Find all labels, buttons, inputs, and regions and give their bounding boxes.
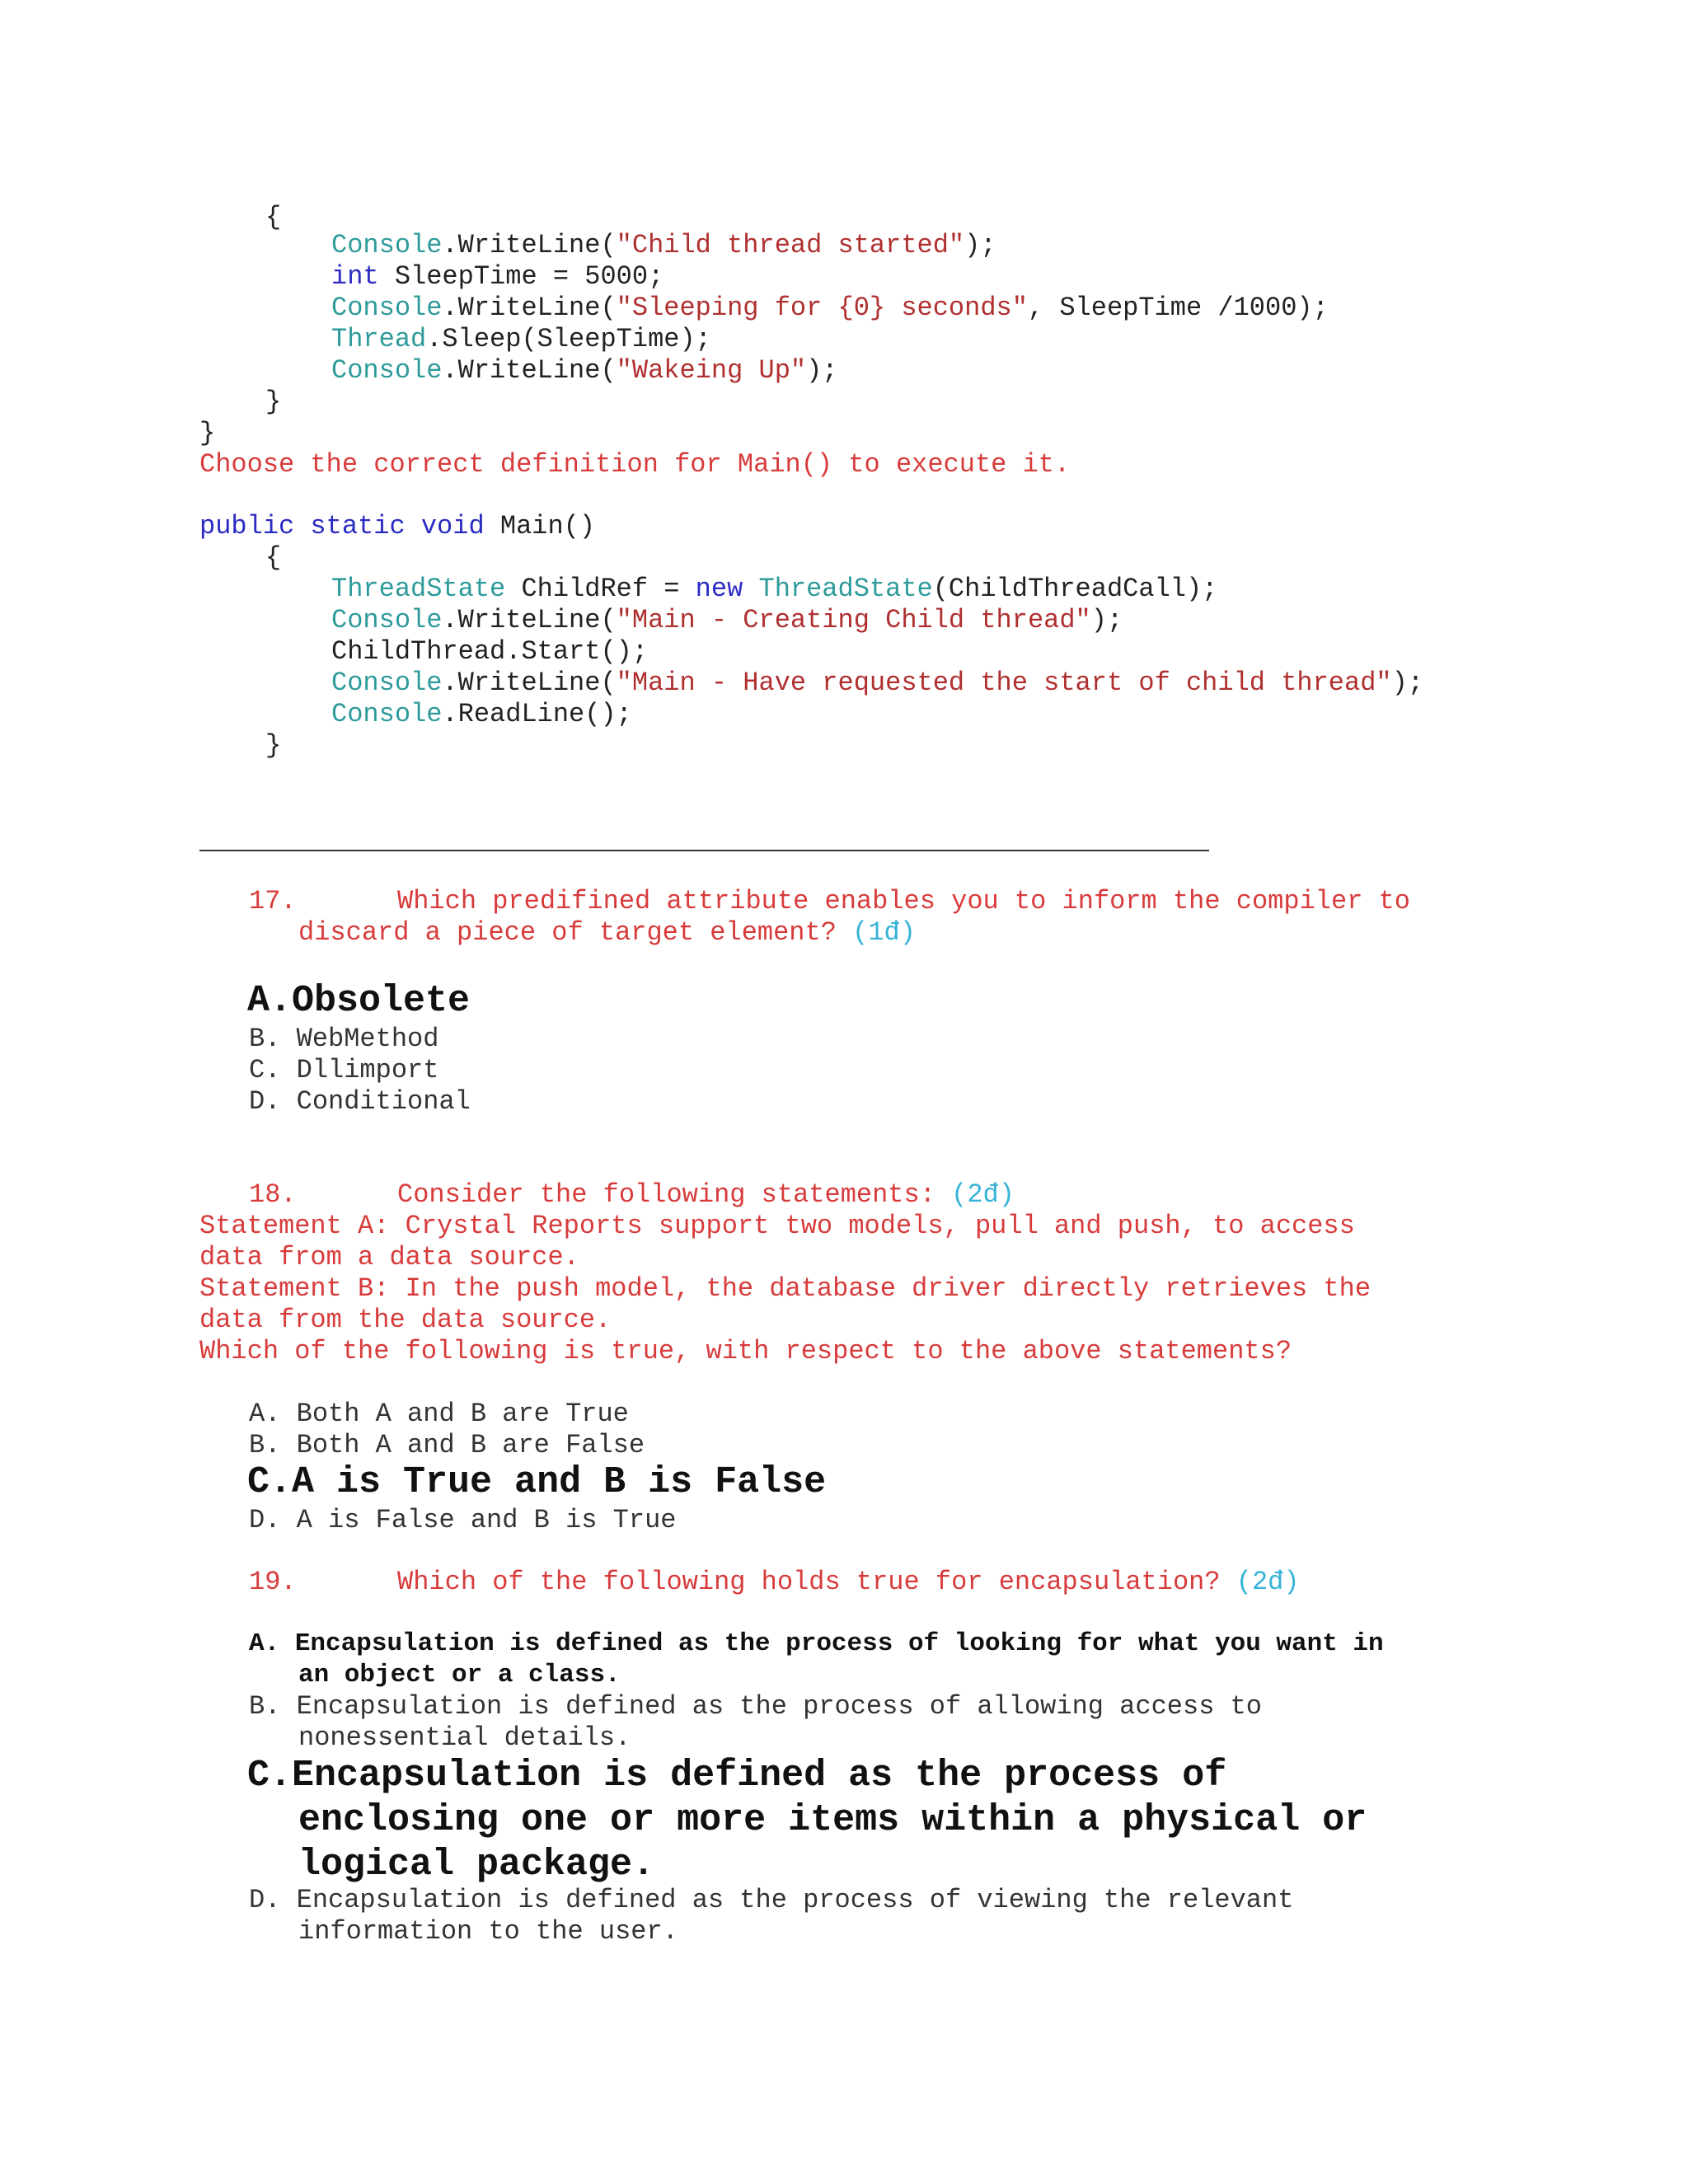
- code-line: Console.WriteLine("Main - Have requested the start of child thread");: [331, 668, 1424, 698]
- question-number: 18.: [249, 1179, 297, 1210]
- brace-close: }: [265, 730, 282, 761]
- brace-open: {: [265, 542, 282, 573]
- question-text: Which of the following holds true for encapsulation? (2đ): [397, 1567, 1300, 1597]
- method-signature: public static void Main(): [199, 511, 596, 541]
- answer-option[interactable]: A. Both A and B are True: [249, 1399, 629, 1429]
- code-line: Console.WriteLine("Child thread started");: [331, 230, 996, 260]
- answer-option-correct[interactable]: A.Obsolete: [247, 980, 471, 1022]
- statement-line: Statement A: Crystal Reports support two models, pull and push, to access: [199, 1211, 1355, 1241]
- answer-option-continuation: nonessential details.: [298, 1722, 631, 1753]
- points-badge: (2đ): [951, 1179, 1015, 1210]
- code-line: int SleepTime = 5000;: [331, 261, 664, 292]
- answer-option-correct[interactable]: C.Encapsulation is defined as the process of: [247, 1755, 1227, 1797]
- code-line: Console.ReadLine();: [331, 699, 632, 729]
- code-line: Thread.Sleep(SleepTime);: [331, 324, 711, 354]
- answer-option-continuation: an object or a class.: [298, 1661, 621, 1690]
- section-divider: [199, 850, 1209, 851]
- question-number: 19.: [249, 1567, 297, 1597]
- statement-line: Statement B: In the push model, the database driver directly retrieves the: [199, 1273, 1372, 1304]
- answer-option[interactable]: B. Encapsulation is defined as the process of allowing access to: [249, 1691, 1262, 1722]
- statement-line: data from the data source.: [199, 1305, 612, 1335]
- statement-line: data from a data source.: [199, 1242, 579, 1272]
- question-text: discard a piece of target element? (1đ): [298, 917, 916, 948]
- answer-option-continuation: information to the user.: [298, 1916, 678, 1947]
- answer-option-correct[interactable]: A. Encapsulation is defined as the process of looking for what you want in: [249, 1629, 1384, 1658]
- question-text: Which predifined attribute enables you to inform the compiler to: [397, 886, 1410, 916]
- brace-close: }: [265, 387, 282, 417]
- answer-option[interactable]: D. Conditional: [249, 1086, 471, 1117]
- code-line: Console.WriteLine("Sleeping for {0} seconds", SleepTime /1000);: [331, 293, 1329, 323]
- brace-open: {: [265, 202, 282, 232]
- question-text: Consider the following statements: (2đ): [397, 1179, 1015, 1210]
- points-badge: (2đ): [1236, 1567, 1300, 1597]
- brace-close: }: [199, 418, 216, 448]
- code-line: ThreadState ChildRef = new ThreadState(ChildThreadCall);: [331, 574, 1218, 604]
- answer-option[interactable]: B. WebMethod: [249, 1024, 439, 1054]
- code-line: Console.WriteLine("Main - Creating Child thread");: [331, 605, 1123, 635]
- answer-option-correct[interactable]: C.A is True and B is False: [247, 1461, 827, 1503]
- statement-line: Which of the following is true, with respect to the above statements?: [199, 1336, 1292, 1366]
- answer-option[interactable]: C. Dllimport: [249, 1055, 439, 1085]
- answer-option[interactable]: D. A is False and B is True: [249, 1505, 677, 1535]
- answer-option-continuation: enclosing one or more items within a physical or: [298, 1799, 1367, 1841]
- points-badge: (1đ): [852, 917, 916, 948]
- question-number: 17.: [249, 886, 297, 916]
- answer-option-continuation: logical package.: [298, 1844, 655, 1886]
- code-line: Console.WriteLine("Wakeing Up");: [331, 355, 838, 386]
- code-line: ChildThread.Start();: [331, 636, 649, 667]
- answer-option[interactable]: D. Encapsulation is defined as the process of viewing the relevant: [249, 1885, 1294, 1915]
- answer-option[interactable]: B. Both A and B are False: [249, 1430, 645, 1460]
- main-prompt: Choose the correct definition for Main() to execute it.: [199, 449, 1071, 480]
